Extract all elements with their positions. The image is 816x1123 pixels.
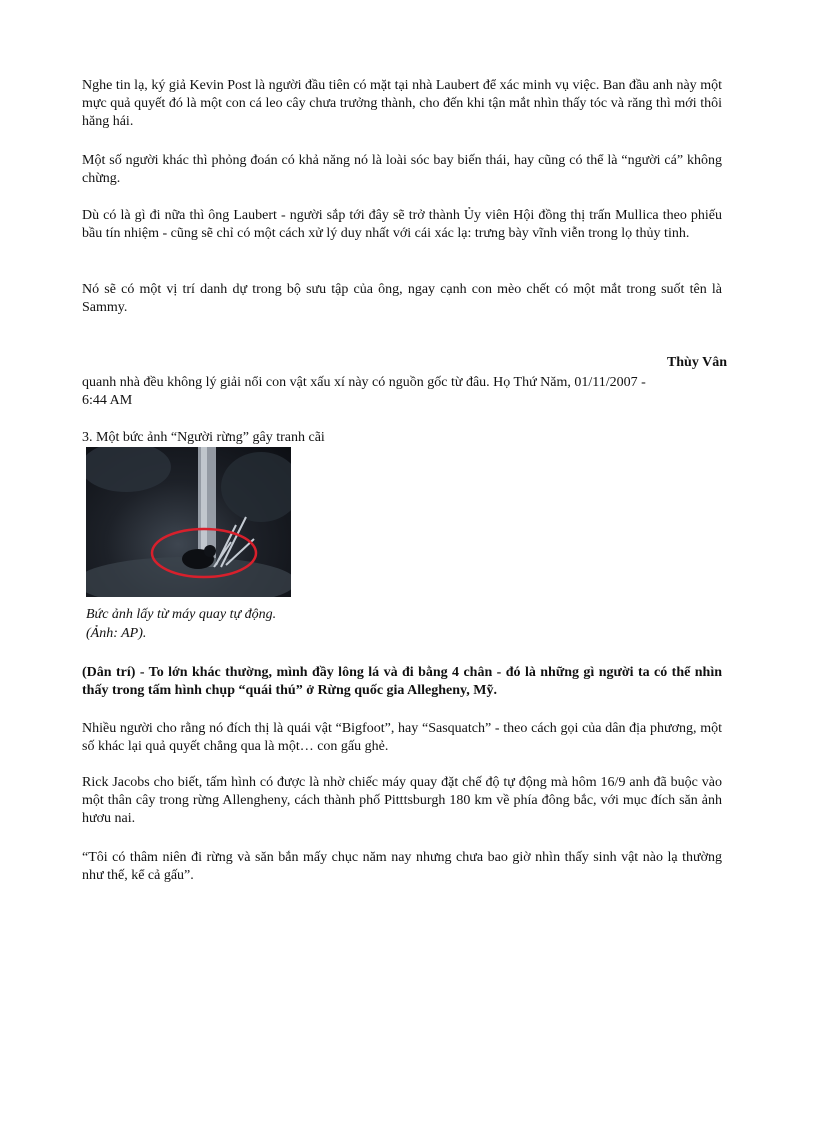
paragraph-collection: Nó sẽ có một vị trí danh dự trong bộ sưu tập của ông, ngay cạnh con mèo chết có một mắt trong suốt tên là Sammy. xyxy=(82,282,722,315)
paragraph-quote: “Tôi có thâm niên đi rừng và săn bắn mấy chục năm nay nhưng chưa bao giờ nhìn thấy sinh vật nào lạ thường như thế, kể cả gấu”. xyxy=(82,850,722,883)
photo-illustration xyxy=(86,447,291,597)
author-signature: Thùy Vân xyxy=(666,355,727,370)
article-lead: (Dân trí) - To lớn khác thường, mình đầy lông lá và đi bằng 4 chân - đó là những gì người ta có thể nhìn thấy trong tấm hình chụp “quái thú” ở Rừng quốc gia Allegheny, Mỹ. xyxy=(82,665,722,698)
bigfoot-night-photo xyxy=(86,447,291,597)
paragraph-rick-jacobs: Rick Jacobs cho biết, tấm hình có được là nhờ chiếc máy quay đặt chế độ tự động mà hôm 16/9 anh đã buộc vào một thân cây trong rừng Allenghen​y, cách thành phố Pitttsburgh 180 km về phía đông bắc, với mục đích săn ảnh hươu nai. xyxy=(82,775,722,826)
paragraph-kevin-post: Nghe tin lạ, ký giả Kevin Post là người đầu tiên có mặt tại nhà Laubert để xác minh vụ việc. Ban đầu anh này một mực quả quyết đó là một con cá leo cây chưa trưởng thành, cho đến khi tận mắt nhìn thấy tóc và răng thì mới thôi hăng hái. xyxy=(82,78,722,129)
paragraph-bigfoot: Nhiều người cho rằng nó đích thị là quái vật “Bigfoot”, hay “Sasquatch” - theo cách gọi của dân địa phương, một số khác lại quả quyết chẳng qua là một… con gấu ghẻ. xyxy=(82,721,722,754)
section-heading-3: 3. Một bức ảnh “Người rừng” gây tranh cãi xyxy=(82,430,325,445)
paragraph-origin-date: quanh nhà đều không lý giải nổi con vật xấu xí này có nguồn gốc từ đâu. Họ Thứ Năm, 01/11/2007 - 6:44 AM xyxy=(82,375,646,408)
photo-caption: Bức ảnh lấy từ máy quay tự động. (Ảnh: AP). xyxy=(86,607,277,641)
paragraph-speculation: Một số người khác thì phỏng đoán có khả năng nó là loài sóc bay biến thái, hay cũng có thể là “người cá” không chừng. xyxy=(82,153,722,186)
paragraph-laubert: Dù có là gì đi nữa thì ông Laubert - người sắp tới đây sẽ trở thành Ủy viên Hội đồng thị trấn Mullica theo phiếu bầu tín nhiệm - cũng sẽ chỉ có một cách xử lý duy nhất với cái xác lạ: trưng bày vĩnh viễn trong lọ thủy tinh. xyxy=(82,208,722,241)
